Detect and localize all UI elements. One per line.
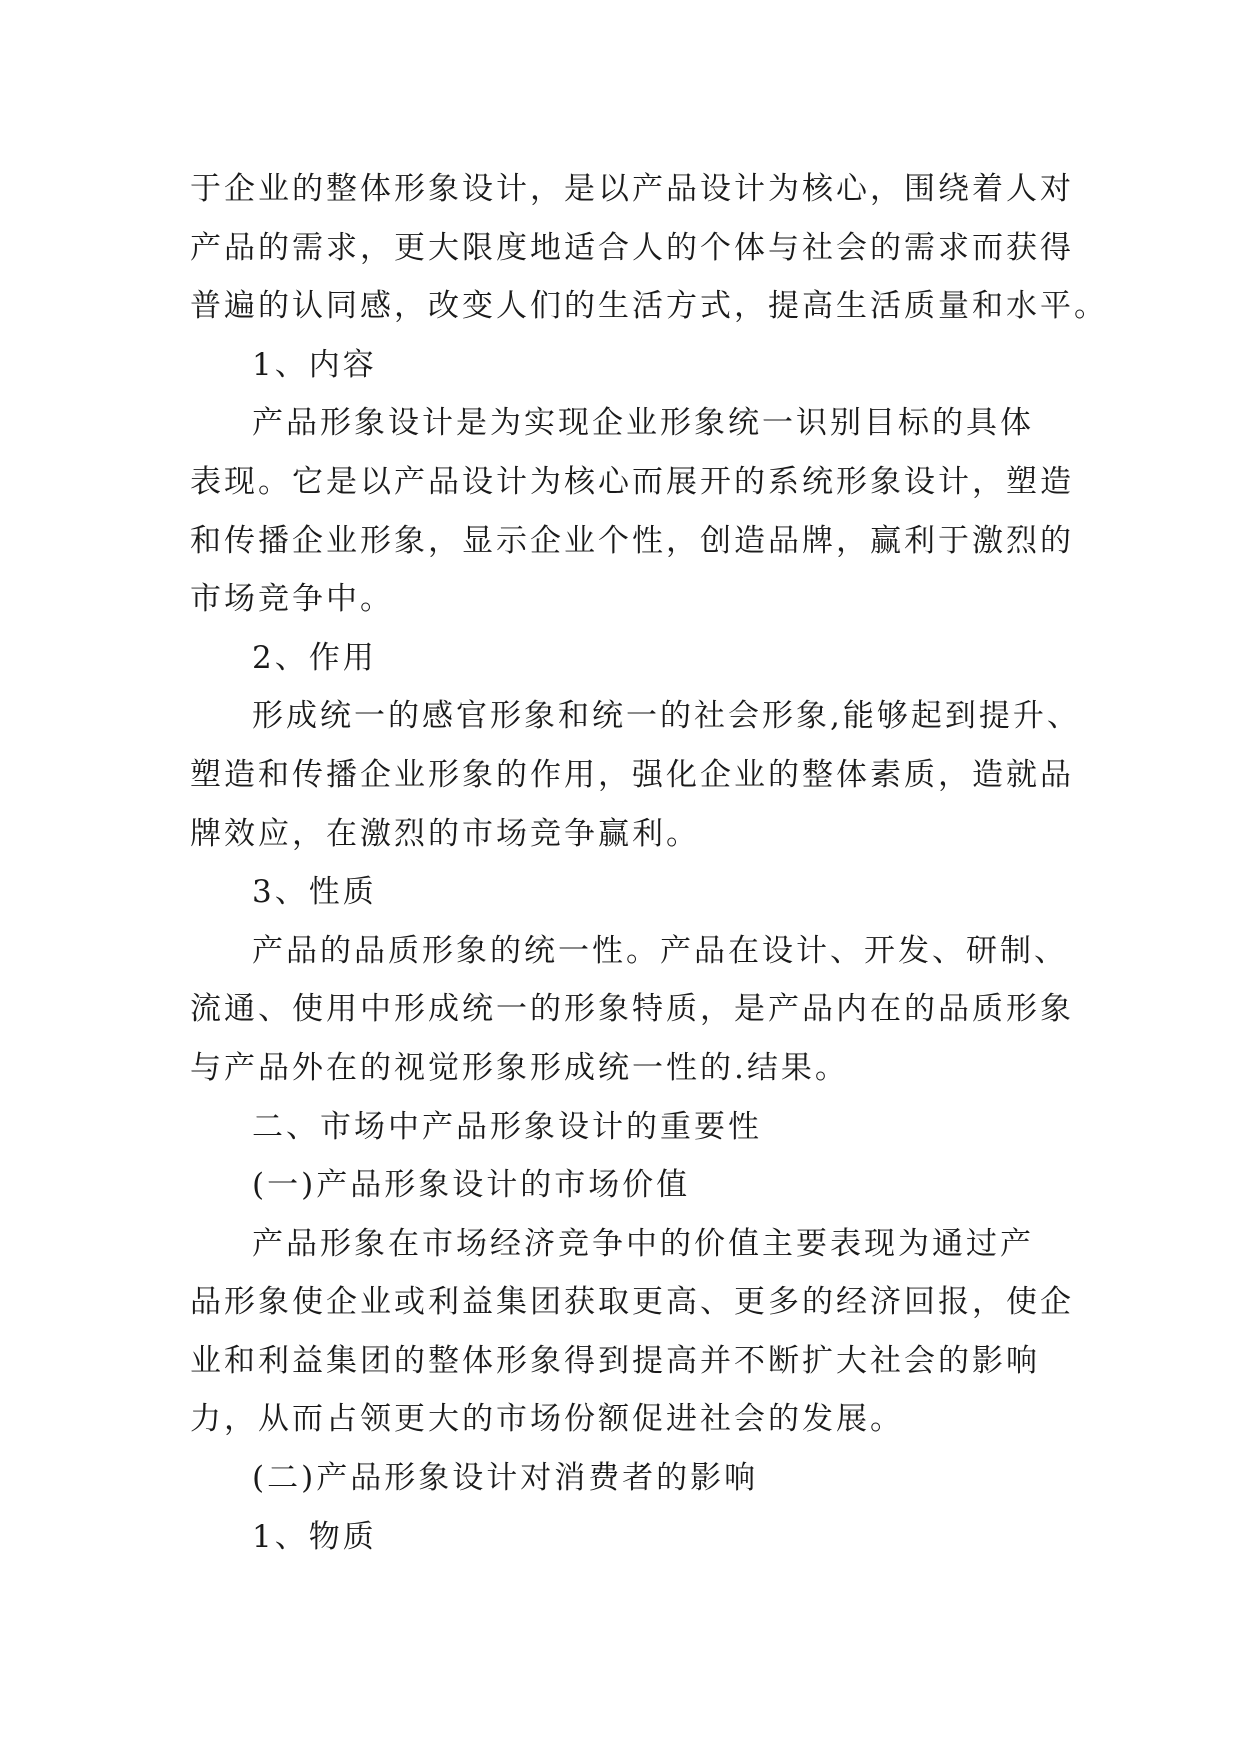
body-text (190, 160, 1108, 1566)
text-line: 流通、使用中形成统一的形象特质，是产品内在的品质形象 (190, 991, 1074, 1028)
text-line: 普遍的认同感，改变人们的生活方式，提高生活质量和水平。 (190, 288, 1108, 325)
section-heading: 1、内容 (252, 346, 377, 383)
text-line: 牌效应，在激烈的市场竞争赢利。 (190, 815, 700, 852)
text-line: 产品形象在市场经济竞争中的价值主要表现为通过产 (252, 1225, 1034, 1262)
section-heading: 1、物质 (252, 1518, 377, 1555)
section-heading: 3、性质 (252, 874, 377, 911)
text-line: 产品的需求，更大限度地适合人的个体与社会的需求而获得 (190, 229, 1074, 266)
text-line: 力，从而占领更大的市场份额促进社会的发展。 (190, 1401, 904, 1438)
text-line: 品形象使企业或利益集团获取更高、更多的经济回报，使企 (190, 1284, 1074, 1321)
text-line: 产品形象设计是为实现企业形象统一识别目标的具体 (252, 405, 1034, 442)
text-line: 塑造和传播企业形象的作用，强化企业的整体素质，造就品 (190, 756, 1074, 793)
text-line: 于企业的整体形象设计，是以产品设计为核心，围绕着人对 (190, 171, 1074, 207)
text-line: 产品的品质形象的统一性。产品在设计、开发、研制、 (252, 932, 1068, 969)
section-heading: 二、市场中产品形象设计的重要性 (252, 1108, 762, 1145)
text-line: 市场竞争中。 (190, 581, 394, 618)
text-line: 和传播企业形象，显示企业个性，创造品牌，赢利于激烈的 (190, 522, 1074, 559)
text-line: 表现。它是以产品设计为核心而展开的系统形象设计，塑造 (190, 463, 1074, 500)
subsection-heading: (一)产品形象设计的市场价值 (252, 1167, 691, 1204)
section-heading: 2、作用 (252, 639, 377, 676)
text-line: 形成统一的感官形象和统一的社会形象,能够起到提升、 (252, 698, 1081, 735)
text-line: 与产品外在的视觉形象形成统一性的.结果。 (190, 1049, 849, 1086)
text-line: 业和利益集团的整体形象得到提高并不断扩大社会的影响 (190, 1342, 1040, 1379)
subsection-heading: (二)产品形象设计对消费者的影响 (252, 1460, 759, 1497)
